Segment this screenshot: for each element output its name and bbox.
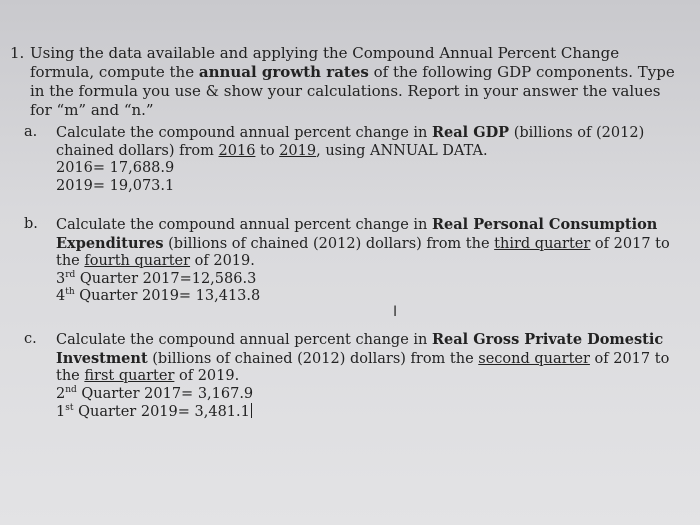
part-b-d2-rest: Quarter 2019= 13,413.8 bbox=[74, 288, 261, 304]
part-b-text-3: of 2017 to the bbox=[56, 235, 670, 269]
part-b-d1-num: 3 bbox=[56, 270, 66, 287]
part-a-data-2019: 2019= 19,073.1 bbox=[56, 177, 175, 194]
text-cursor-icon: I bbox=[393, 304, 398, 320]
part-c-d2-sup: st bbox=[65, 403, 74, 414]
part-c-bold: Real Gross Private Domestic Investment bbox=[56, 331, 664, 367]
part-c-letter: c. bbox=[24, 331, 37, 347]
part-a-body bbox=[56, 124, 684, 195]
part-a-text-1: Calculate the compound annual percent change in bbox=[56, 125, 432, 141]
part-a-year-start: 2016 bbox=[218, 142, 256, 159]
part-b bbox=[24, 216, 684, 306]
part-a-letter: a. bbox=[24, 124, 38, 140]
part-a-data-2016: 2016= 17,688.9 bbox=[56, 160, 175, 176]
part-a bbox=[24, 124, 684, 195]
part-b-letter: b. bbox=[24, 216, 38, 232]
part-c-text-3: of 2017 to the bbox=[56, 350, 670, 384]
part-b-bold: Real Personal Consumption Expenditures bbox=[56, 216, 658, 252]
part-b-d1-rest: Quarter 2017=12,586.3 bbox=[75, 270, 257, 287]
part-b-text-1: Calculate the compound annual percent change in bbox=[56, 217, 432, 233]
part-a-text-2: (billions of (2012) chained dollars) from bbox=[56, 125, 645, 159]
part-a-year-end: 2019 bbox=[279, 142, 317, 159]
question-number: 1. bbox=[10, 44, 25, 62]
part-b-end-quarter: fourth quarter bbox=[84, 253, 191, 269]
intro-text-2: of the following GDP components. Type in the formula you use & show your calculations. Report in your answer the values for “m” and “n.” bbox=[30, 63, 675, 119]
part-c bbox=[24, 331, 684, 422]
part-b-text-4: of 2019. bbox=[190, 253, 255, 269]
question-intro bbox=[30, 44, 680, 120]
part-c-data-q2-2017 bbox=[56, 386, 684, 404]
part-c-start-quarter: second quarter bbox=[478, 350, 590, 367]
part-b-d1-sup: rd bbox=[65, 269, 76, 280]
part-c-d2-num: 1 bbox=[56, 404, 66, 420]
part-c-text-4: of 2019. bbox=[174, 368, 240, 384]
part-c-body[interactable] bbox=[56, 331, 684, 422]
part-b-d2-sup: th bbox=[65, 287, 75, 298]
part-a-bold: Real GDP bbox=[432, 124, 510, 141]
part-c-text-2: (billions of chained (2012) dollars) from the bbox=[147, 350, 479, 367]
part-b-text-2: (billions of chained (2012) dollars) from the bbox=[163, 235, 495, 252]
intro-bold: annual growth rates bbox=[198, 63, 369, 81]
part-b-data-q3-2017 bbox=[56, 271, 684, 289]
part-c-end-quarter: first quarter bbox=[84, 368, 175, 384]
part-c-d1-num: 2 bbox=[56, 385, 66, 402]
part-b-start-quarter: third quarter bbox=[494, 235, 591, 252]
part-b-d2-num: 4 bbox=[56, 288, 66, 304]
part-c-text-1: Calculate the compound annual percent change in bbox=[56, 332, 432, 348]
part-b-body bbox=[56, 216, 684, 306]
part-c-d2-rest: Quarter 2019= 3,481.1 bbox=[73, 404, 250, 420]
part-c-d1-sup: nd bbox=[65, 384, 77, 395]
part-c-data-q1-2019 bbox=[56, 403, 684, 422]
part-b-data-q4-2019 bbox=[56, 288, 684, 306]
text-caret bbox=[251, 403, 252, 418]
part-c-d1-rest: Quarter 2017= 3,167.9 bbox=[76, 385, 254, 402]
part-a-text-3: to bbox=[255, 142, 280, 159]
intro-text-1: Using the data available and applying the Compound Annual Percent Change formula, compute the bbox=[30, 44, 620, 81]
part-a-text-4: , using ANNUAL DATA. bbox=[316, 142, 488, 159]
